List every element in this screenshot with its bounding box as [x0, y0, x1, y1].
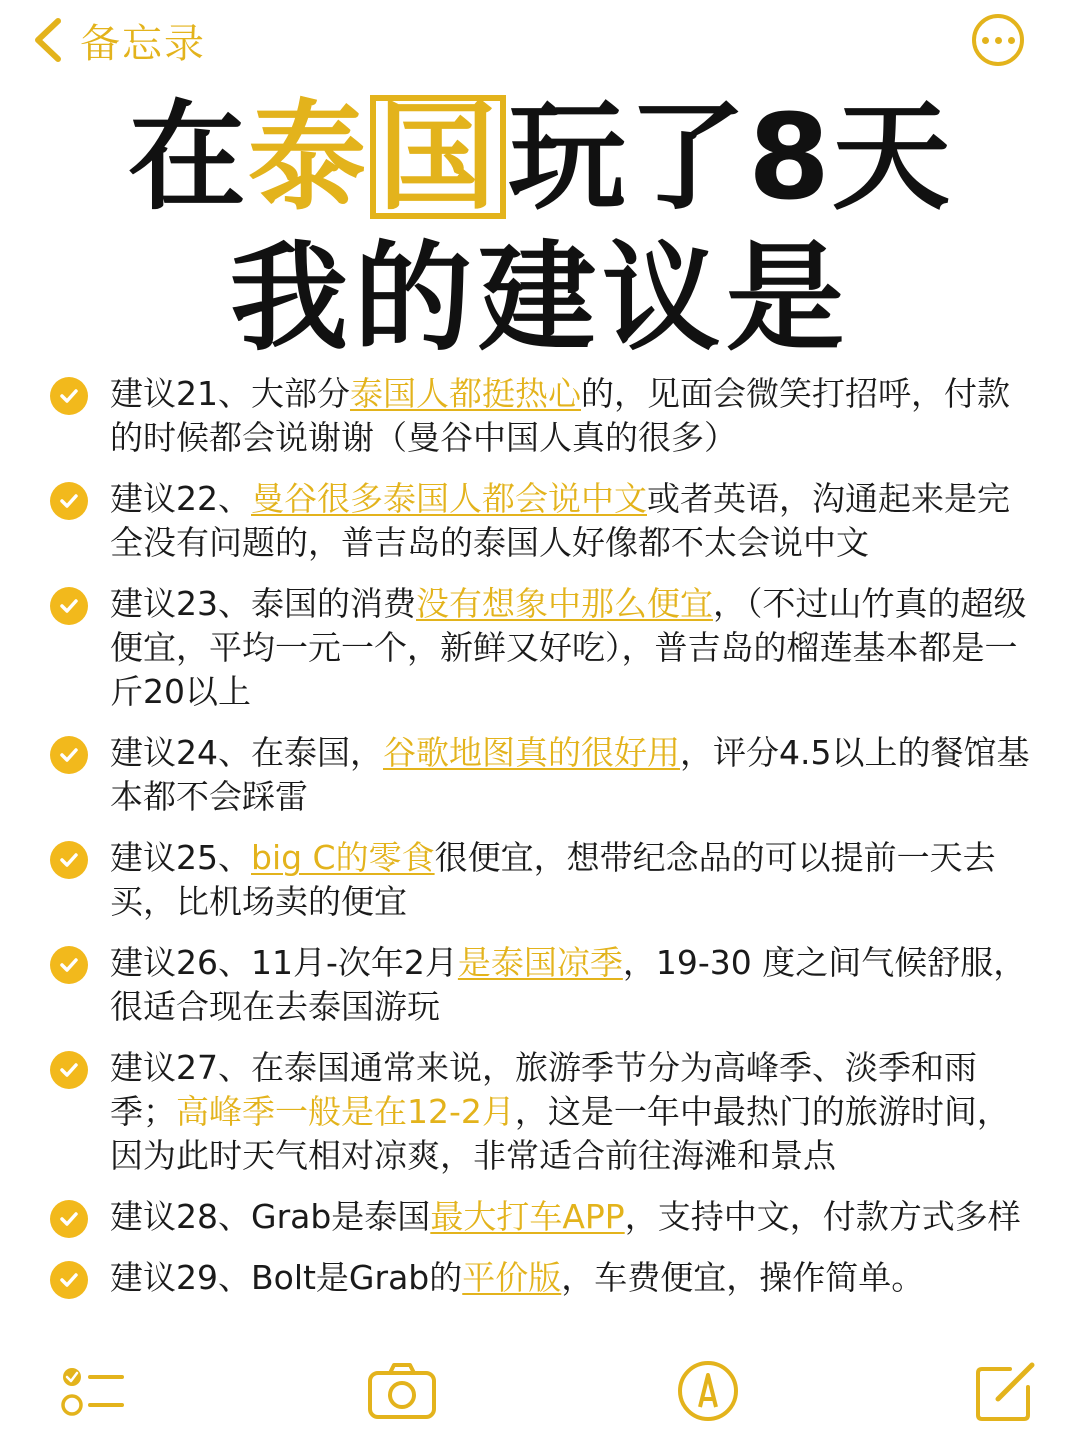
item-highlight: big C的零食	[251, 838, 435, 877]
list-item	[50, 582, 1040, 714]
item-text-lead: 建议26、11月-次年2月	[110, 943, 458, 982]
list-item	[50, 731, 1040, 819]
camera-icon	[366, 1355, 438, 1427]
item-text-lead: 建议28、Grab是泰国	[110, 1197, 431, 1236]
item-text-lead: 建议21、大部分	[110, 374, 350, 413]
back-label: 备忘录	[80, 20, 206, 67]
item-text	[110, 731, 1034, 819]
checkmark-icon[interactable]	[50, 841, 88, 879]
compose-icon	[970, 1355, 1042, 1427]
item-text-tail: ，（不过山竹真的超级便宜，平均一元一个，新鲜又好吃），普吉岛的榴莲基本都是一斤20以上	[110, 584, 1027, 711]
list-item	[50, 1195, 1040, 1239]
item-text-tail: 的，见面会微笑打招呼，付款的时候都会说谢谢（曼谷中国人真的很多）	[110, 374, 1010, 457]
item-text-tail: 或者英语，沟通起来是完全没有问题的，普吉岛的泰国人好像都不太会说中文	[110, 479, 1010, 562]
item-highlight: 曼谷很多泰国人都会说中文	[251, 479, 647, 518]
item-text-tail: ，支持中文，付款方式多样	[624, 1197, 1021, 1236]
checkmark-icon[interactable]	[50, 482, 88, 520]
item-text-tail: ，车费便宜，操作简单。	[561, 1258, 925, 1297]
item-text	[110, 1046, 1034, 1178]
title-highlight: 泰	[247, 88, 368, 226]
title-highlight-boxed: 国	[370, 95, 506, 219]
item-highlight: 泰国人都挺热心	[350, 374, 581, 413]
markup-button[interactable]	[672, 1355, 744, 1427]
chevron-left-icon	[30, 15, 66, 65]
item-text	[110, 372, 1034, 460]
markup-pen-icon	[672, 1355, 744, 1427]
item-text-lead: 建议22、	[110, 479, 251, 518]
checkmark-icon[interactable]	[50, 377, 88, 415]
item-text-lead: 建议23、泰国的消费	[110, 584, 416, 623]
bottom-toolbar	[0, 1345, 1080, 1435]
item-highlight: 平价版	[462, 1258, 562, 1297]
more-dot	[982, 37, 989, 44]
item-text-tail: 很便宜，想带纪念品的可以提前一天去买，比机场卖的便宜	[110, 838, 996, 921]
checkmark-icon[interactable]	[50, 1261, 88, 1299]
compose-button[interactable]	[970, 1355, 1042, 1427]
item-highlight: 没有想象中那么便宜	[416, 584, 713, 623]
navigation-bar	[0, 0, 1080, 86]
checkmark-icon[interactable]	[50, 1051, 88, 1089]
item-text	[110, 582, 1034, 714]
item-highlight: 谷歌地图真的很好用	[383, 733, 680, 772]
list-item	[50, 836, 1040, 924]
checkmark-icon[interactable]	[50, 1200, 88, 1238]
item-text-lead: 建议24、在泰国，	[110, 733, 383, 772]
title-text: 玩了8天	[507, 88, 953, 226]
more-dot	[995, 37, 1002, 44]
item-highlight: 是泰国凉季	[457, 943, 623, 982]
list-item	[50, 941, 1040, 1029]
item-text-lead: 建议27、在泰国通常来说，旅游季节分为高峰季、淡季和雨季；	[110, 1048, 977, 1131]
title-text: 在	[127, 88, 248, 226]
more-icon[interactable]	[972, 14, 1024, 66]
item-text	[110, 477, 1034, 565]
item-text	[110, 941, 1034, 1029]
page-title-line1	[0, 82, 1080, 232]
item-text-tail: ，这是一年中最热门的旅游时间，因为此时天气相对凉爽，非常适合前往海滩和景点	[110, 1092, 1010, 1175]
checkmark-icon[interactable]	[50, 946, 88, 984]
page-title-line2: 我的建议是	[229, 229, 850, 367]
item-highlight: 高峰季一般是在12-2月	[176, 1092, 515, 1131]
item-text-tail: ，19-30 度之间气候舒服，很适合现在去泰国游玩	[110, 943, 1027, 1026]
list-item	[50, 477, 1040, 565]
item-text	[110, 1256, 1034, 1300]
checklist-button[interactable]	[56, 1355, 128, 1427]
checkmark-icon[interactable]	[50, 587, 88, 625]
item-text	[110, 1195, 1034, 1239]
back-button[interactable]	[30, 8, 206, 72]
item-text-tail: ，评分4.5以上的餐馆基本都不会踩雷	[110, 733, 1030, 816]
list-item	[50, 1256, 1040, 1300]
item-highlight: 最大打车APP	[430, 1197, 625, 1236]
checkmark-icon[interactable]	[50, 736, 88, 774]
checklist	[50, 372, 1040, 1317]
checklist-icon	[56, 1355, 128, 1427]
item-text	[110, 836, 1034, 924]
list-item	[50, 372, 1040, 460]
item-text-lead: 建议29、Bolt是Grab的	[110, 1258, 463, 1297]
camera-button[interactable]	[366, 1355, 438, 1427]
item-text-lead: 建议25、	[110, 838, 251, 877]
list-item	[50, 1046, 1040, 1178]
more-dot	[1008, 37, 1015, 44]
